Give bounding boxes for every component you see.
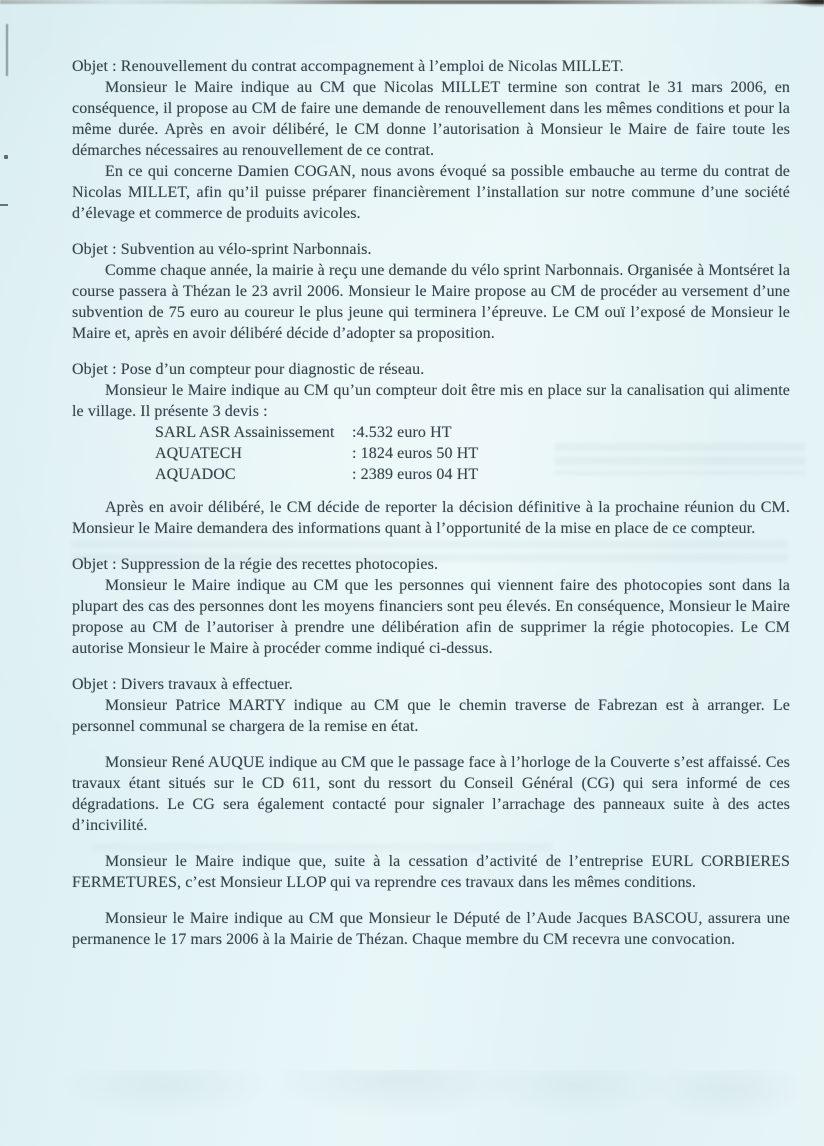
section-title: Objet : Suppression de la régie des recettes photocopies. bbox=[72, 556, 439, 573]
quote-row bbox=[155, 422, 790, 443]
paragraph: Comme chaque année, la mairie à reçu une demande du vélo sprint Narbonnais. Organisée à Montséret la course passera à Thézan le 23 avril 2006. Monsieur le Maire propose au CM de procéder au versement d’une subvention de 75 euro au coureur le plus jeune qui terminera l’épreuve. Le CM ouï l’exposé de Monsieur le Maire et, après en avoir délibéré décide d’adopter sa proposition. bbox=[72, 262, 791, 342]
paper-texture bbox=[0, 1070, 824, 1146]
section-suppression-regie bbox=[72, 554, 790, 659]
quote-company: AQUATECH bbox=[155, 445, 243, 462]
scan-artifact-top-right-corner bbox=[778, 0, 824, 9]
scan-artifact-left-dot bbox=[4, 155, 8, 159]
paragraph: Monsieur le Maire indique que, suite à la cessation d’activité de l’entreprise EURL CORBIERES FERMETURES, c’est Monsieur LLOP qui va reprendre ces travaux dans les mêmes conditions. bbox=[72, 853, 790, 891]
section-renouvellement-contrat bbox=[72, 56, 790, 224]
quote-amount: : 1824 euros 50 HT bbox=[352, 445, 479, 462]
quote-list bbox=[155, 422, 790, 485]
quote-company: SARL ASR Assainissement bbox=[155, 424, 335, 441]
minutes-content bbox=[72, 56, 790, 950]
paragraph: Monsieur le Maire indique au CM que Monsieur le Député de l’Aude Jacques BASCOU, assurera une permanence le 17 mars 2006 à la Mairie de Thézan. Chaque membre du CM recevra une convocation. bbox=[72, 910, 790, 948]
section-divers-travaux bbox=[72, 674, 790, 950]
scan-artifact-left-dash bbox=[0, 204, 8, 206]
section-title: Objet : Pose d’un compteur pour diagnostic de réseau. bbox=[72, 361, 425, 378]
quote-row bbox=[155, 464, 790, 485]
paragraph: Après en avoir délibéré, le CM décide de reporter la décision définitive à la prochaine réunion du CM. Monsieur le Maire demandera des informations quant à l’opportunité de la mise en place de ce compteur. bbox=[72, 499, 790, 537]
section-subvention-velo-sprint bbox=[72, 239, 790, 344]
section-title: Objet : Divers travaux à effectuer. bbox=[72, 676, 293, 693]
paragraph: Monsieur le Maire indique au CM qu’un compteur doit être mis en place sur la canalisation qui alimente le village. Il présente 3 devis : bbox=[72, 382, 790, 420]
paragraph: Monsieur Patrice MARTY indique au CM que le chemin traverse de Fabrezan est à arranger. Le personnel communal se chargera de la remise en état. bbox=[72, 697, 790, 735]
paragraph: En ce qui concerne Damien COGAN, nous avons évoqué sa possible embauche au terme du contrat de Nicolas MILLET, afin qu’il puisse préparer financièrement l’installation sur notre commune d’une société d’élevage et commerce de produits avicoles. bbox=[72, 163, 790, 222]
quote-row bbox=[155, 443, 790, 464]
paragraph: Monsieur le Maire indique au CM que les personnes qui viennent faire des photocopies sont dans la plupart des cas des personnes dont les moyens financiers sont peu élevés. En conséquence, Monsieur le Maire propose au CM de l’autoriser à prendre une délibération afin de supprimer la régie photocopies. Le CM autorise Monsieur le Maire à procéder comme indiqué ci-dessus. bbox=[72, 577, 790, 657]
section-title: Objet : Renouvellement du contrat accompagnement à l’emploi de Nicolas MILLET. bbox=[72, 58, 624, 75]
quote-company: AQUADOC bbox=[155, 466, 236, 483]
quote-amount: : 2389 euros 04 HT bbox=[352, 466, 479, 483]
paragraph: Monsieur le Maire indique au CM que Nicolas MILLET termine son contrat le 31 mars 2006, en conséquence, il propose au CM de faire une demande de renouvellement dans les mêmes conditions et pour la même durée. Après en avoir délibéré, le CM donne l’autorisation à Monsieur le Maire de faire toute les démarches nécessaires au renouvellement de ce contrat. bbox=[72, 79, 790, 159]
scan-artifact-top-edge bbox=[0, 0, 824, 4]
section-pose-compteur bbox=[72, 359, 790, 539]
quote-amount: :4.532 euro HT bbox=[352, 424, 452, 441]
scan-artifact-left-line bbox=[6, 24, 8, 76]
paragraph: Monsieur René AUQUE indique au CM que le passage face à l’horloge de la Couverte s’est affaissé. Ces travaux étant situés sur le CD 611, sont du ressort du Conseil Général (CG) qui sera informé de ces dégradations. Le CG sera également contacté pour signaler l’arrachage des panneaux suite à des actes d’incivilité. bbox=[72, 754, 790, 834]
section-title: Objet : Subvention au vélo-sprint Narbonnais. bbox=[72, 241, 372, 258]
